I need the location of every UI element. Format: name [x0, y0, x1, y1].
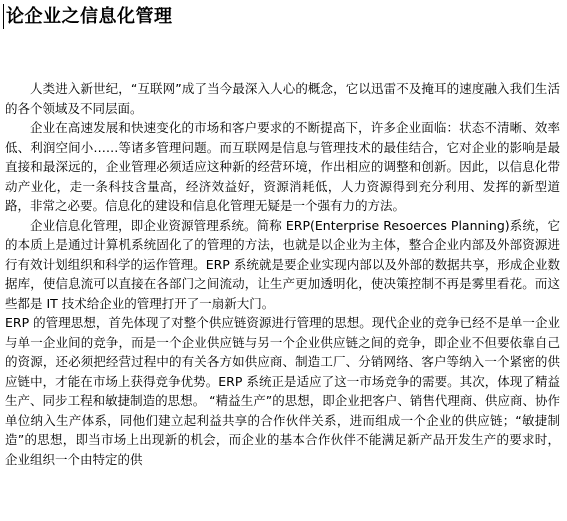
text-cursor: [3, 4, 4, 29]
document-title: 论企业之信息化管理: [6, 6, 173, 27]
paragraph-erp-philosophy: ERP 的管理思想，首先体现了对整个供应链资源进行管理的思想。现代企业的竞争已经不是单一企业与单一企业间的竞争，而是一个企业供应链与另一个企业供应链之间的竞争，即企业不但要依靠自己的资源，还必须把经营过程中的有关各方如供应商、制造工厂、分销网络、客户等纳入一个紧密的供应链中，才能在市场上获得竞争优势。ERP 系统正是适应了这一市场竞争的需要。其次，体现了精益生产、同步工程和敏捷制造的思想。 “精益生产”的思想，即企业把客户、销售代理商、供应商、协作单位纳入生产体系，同他们建立起利益共享的合作伙伴关系，进而组成一个企业的供应链；“敏捷制造”的思想，即当市场上出现新的机会，而企业的基本合作伙伴不能满足新产品开发生产的要求时，企业组织一个由特定的供: [5, 315, 560, 467]
paragraph-internet-intro: 人类进入新世纪，“互联网”成了当今最深入人心的概念，它以迅雷不及掩耳的速度融入我们生活的各个领域及不同层面。: [5, 81, 560, 116]
paragraph-enterprise-challenges: 企业在高速发展和快速变化的市场和客户要求的不断提高下，许多企业面临：状态不清晰、效率低、利润空间小……等诸多管理问题。而互联网是信息与管理技术的最佳结合，它对企业的影响是最直接和最深远的，企业管理必须适应这种新的经营环境，作出相应的调整和创新。因此，以信息化带动产业化，走一条科技含量高，经济效益好，资源消耗低，人力资源得到充分利用、发挥的新型道路，非常之必要。信息化的建设和信息化管理无疑是一个强有力的方法。: [5, 120, 560, 213]
document-body: [5, 79, 560, 469]
paragraph-erp-definition: 企业信息化管理，即企业资源管理系统。简称 ERP(Enterprise Resoerces Planning)系统，它的本质上是通过计算机系统固化了的管理的方法，也就是以企业为主体，整合企业内部及外部资源进行有效计划组织和科学的运作管理。ERP 系统就是要企业实现内部以及外部的数据共享，形成企业数据库，使信息流可以直接在各部门之间流动，让生产更加透明化，使决策控制不再是雾里看花。而这些都是 IT 技术给企业的管理打开了一扇新大门。: [5, 217, 560, 311]
